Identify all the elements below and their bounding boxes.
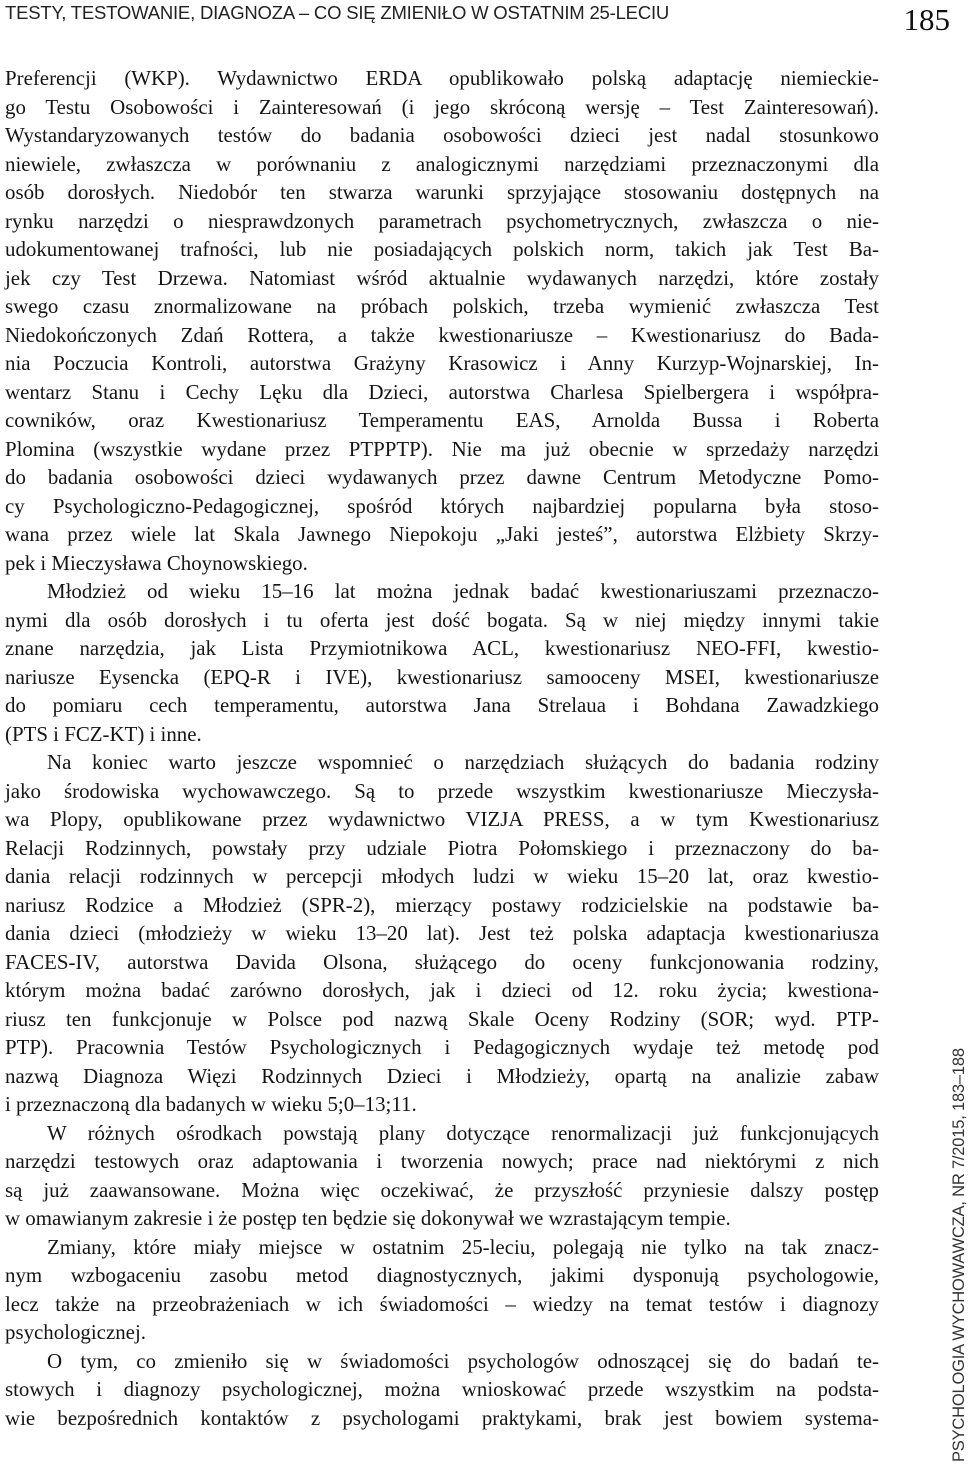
text-line: psychologicznej. (5, 1320, 146, 1344)
text-line: pek i Mieczysława Choynowskiego. (5, 550, 308, 575)
paragraph-first-line: Młodzież od wieku 15–16 lat można jednak badać kwestionariuszami przeznaczo- (47, 579, 879, 603)
text-line: wa Plopy, opublikowane przez wydawnictwo VIZJA PRESS, a w tym Kwestionariusz (5, 807, 879, 831)
text-line: udokumentowanej trafności, lub nie posiadających polskich norm, takich jak Test Ba- (5, 237, 879, 261)
paragraph-first-line: O tym, co zmieniło się w świadomości psychologów odnoszącej się do badań te- (47, 1348, 879, 1373)
text-line: Relacji Rodzinnych, powstały przy udziale Piotra Połomskiego i przeznaczony do ba- (5, 835, 879, 860)
text-line: lecz także na przeobrażeniach w ich świadomości – wiedzy na temat testów i diagnozy (5, 1291, 879, 1316)
paragraph-first-line: Na koniec warto jeszcze wspomnieć o narzędziach służących do badania rodziny (47, 750, 879, 774)
text-line: dania dzieci (młodzieży w wieku 13–20 lat). Jest też polska adaptacja kwestionariusza (5, 921, 879, 945)
text-line: nymi dla osób dorosłych i tu oferta jest dość bogata. Są w niej między innymi takie (5, 607, 879, 632)
paragraph-first-line: Zmiany, które miały miejsce w ostatnim 25-leciu, polegają nie tylko na tak znacz- (47, 1234, 879, 1259)
text-line: jek czy Test Drzewa. Natomiast wśród aktualnie wydawanych narzędzi, które zostały (5, 265, 879, 290)
text-line: PTP). Pracownia Testów Psychologicznych i Pedagogicznych wydaje też metodę pod (5, 1035, 879, 1059)
text-line: cy Psychologiczno-Pedagogicznej, spośród których najbardziej popularna była stoso- (5, 493, 879, 518)
text-line: osób dorosłych. Niedobór ten stwarza warunki sprzyjające stosowaniu dostępnych na (5, 180, 879, 204)
text-line: Plomina (wszystkie wydane przez PTPPTP). Nie ma już obecnie w sprzedaży narzędzi (5, 436, 879, 461)
text-line: nazwą Diagnoza Więzi Rodzinnych Dzieci i Młodzieży, opartą na analizie zabaw (5, 1063, 879, 1088)
text-line: niewiele, zwłaszcza w porównaniu z analogicznymi narzędziami przeznaczonymi dla (5, 151, 879, 176)
text-line: w omawianym zakresie i że postęp ten będzie się dokonywał we wzrastającym tempie. (5, 1206, 731, 1230)
text-line: są już zaawansowane. Można więc oczekiwać, że przyszłość przyniesie dalszy postęp (5, 1177, 879, 1202)
running-title: TESTY, TESTOWANIE, DIAGNOZA – CO SIĘ ZMIENIŁO W OSTATNIM 25-LECIU (5, 2, 670, 23)
text-line: cowników, oraz Kwestionariusz Temperamentu EAS, Arnolda Bussa i Roberta (5, 408, 879, 432)
paragraph-first-line: W różnych ośrodkach powstają plany dotyczące renormalizacji już funkcjonujących (47, 1120, 879, 1145)
text-line: stowych i diagnozy psychologicznej, można wnioskować przede wszystkim na podsta- (5, 1377, 879, 1401)
text-line: Niedokończonych Zdań Rottera, a także kwestionariusze – Kwestionariusz do Bada- (5, 322, 879, 347)
text-line: narzędzi testowych oraz adaptowania i tworzenia nowych; prace nad niektórymi z nich (5, 1149, 879, 1173)
text-line: wie bezpośrednich kontaktów z psychologami praktykami, brak jest bowiem systema- (5, 1405, 879, 1430)
text-line: go Testu Osobowości i Zainteresowań (i jego skróconą wersję – Test Zainteresowań). (5, 94, 879, 119)
text-line: wana przez wiele lat Skala Jawnego Niepokoju „Jaki jesteś”, autorstwa Elżbiety Skrzy- (5, 522, 879, 546)
text-line: riusz ten funkcjonuje w Polsce pod nazwą Skale Oceny Rodziny (SOR; wyd. PTP- (5, 1006, 879, 1031)
text-line: wentarz Stanu i Cechy Lęku dla Dzieci, autorstwa Charlesa Spielbergera i współpra- (5, 379, 879, 404)
text-line: swego czasu znormalizowane na próbach polskich, trzeba wymienić zwłaszcza Test (5, 294, 879, 318)
text-line: rynku narzędzi o niesprawdzonych parametrach psychometrycznych, zwłaszcza o nie- (5, 208, 879, 233)
text-line: FACES-IV, autorstwa Davida Olsona, służącego do oceny funkcjonowania rodziny, (5, 949, 879, 974)
text-line: jako środowiska wychowawczego. Są to przede wszystkim kwestionariusze Mieczysła- (5, 778, 879, 803)
text-line: nym wzbogaceniu zasobu metod diagnostycznych, jakimi dysponują psychologowie, (5, 1263, 879, 1287)
text-line: nariusz Rodzice a Młodzież (SPR-2), mierzący postawy rodzicielskie na podstawie ba- (5, 892, 879, 917)
text-line: nariusze Eysencka (EPQ-R i IVE), kwestionariusz samooceny MSEI, kwestionariusze (5, 664, 879, 689)
text-line: Wystandaryzowanych testów do badania osobowości dzieci jest nadal stosunkowo (5, 123, 879, 147)
text-line: Preferencji (WKP). Wydawnictwo ERDA opublikowało polską adaptację niemieckie- (5, 66, 879, 90)
page-number: 185 (903, 2, 950, 37)
text-line: nia Poczucia Kontroli, autorstwa Grażyny Krasowicz i Anny Kurzyp-Wojnarskiej, In- (5, 351, 879, 375)
text-line: (PTS i FCZ-KT) i inne. (5, 721, 202, 746)
journal-caption: PSYCHOLOGIA WYCHOWAWCZA, NR 7/2015, 183–188 (950, 1048, 968, 1462)
text-line: i przeznaczoną dla badanych w wieku 5;0–13;11. (5, 1092, 417, 1116)
text-line: dania relacji rodzinnych w percepcji młodych ludzi w wieku 15–20 lat, oraz kwestio- (5, 864, 879, 888)
text-line: do pomiaru cech temperamentu, autorstwa Jana Strelaua i Bohdana Zawadzkiego (5, 693, 879, 717)
text-line: znane narzędzia, jak Lista Przymiotnikowa ACL, kwestionariusz NEO-FFI, kwestio- (5, 636, 879, 660)
article-body (5, 64, 879, 1432)
text-line: którym można badać zarówno dorosłych, jak i dzieci od 12. roku życia; kwestiona- (5, 978, 879, 1002)
text-line: do badania osobowości dzieci wydawanych przez dawne Centrum Metodyczne Pomo- (5, 465, 879, 489)
